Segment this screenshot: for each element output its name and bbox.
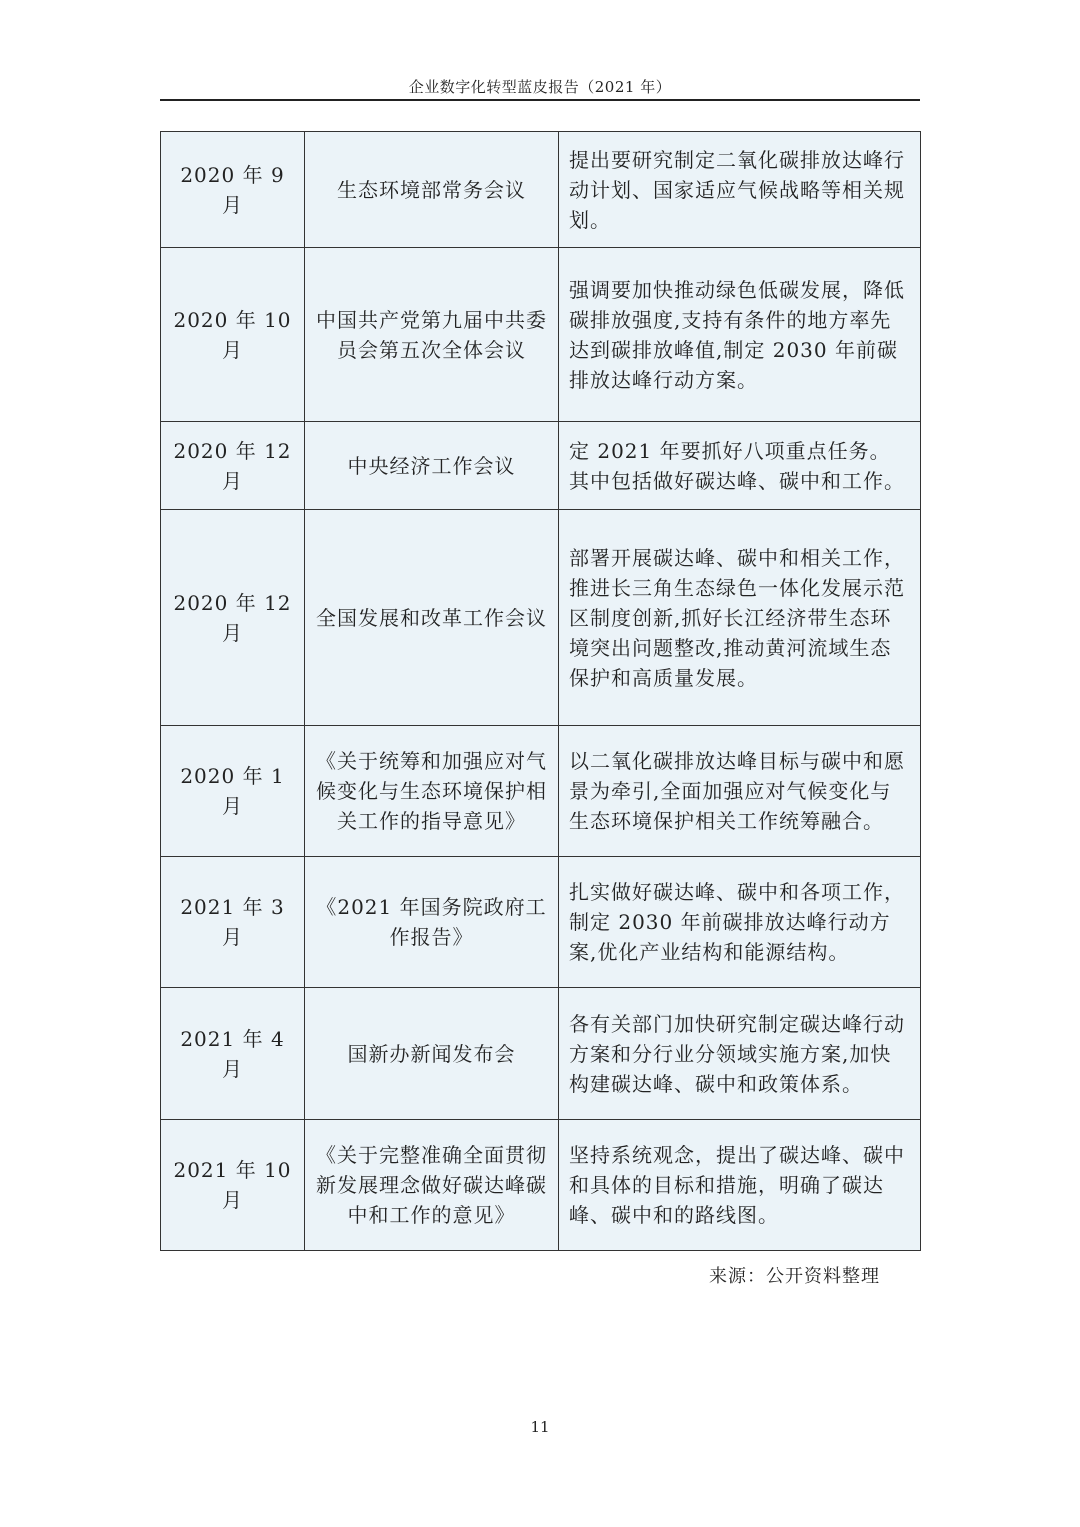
table-cell-date: 2020 年 1 月 — [161, 726, 305, 857]
table-cell-content: 扎实做好碳达峰、碳中和各项工作，制定 2030 年前碳排放达峰行动方案,优化产业结构和能源结构。 — [559, 857, 921, 988]
table-cell-event: 中国共产党第九届中共委员会第五次全体会议 — [305, 248, 559, 422]
table-cell-content: 以二氧化碳排放达峰目标与碳中和愿景为牵引,全面加强应对气候变化与生态环境保护相关工作统筹融合。 — [559, 726, 921, 857]
table-cell-event: 国新办新闻发布会 — [305, 988, 559, 1120]
table-cell-date: 2020 年 9 月 — [161, 132, 305, 248]
page-header-title: 企业数字化转型蓝皮报告（2021 年） — [408, 78, 672, 96]
table-cell-event: 全国发展和改革工作会议 — [305, 510, 559, 726]
table-row — [161, 248, 921, 422]
page-number: 11 — [530, 1418, 550, 1436]
table-cell-event: 《关于统筹和加强应对气候变化与生态环境保护相关工作的指导意见》 — [305, 726, 559, 857]
table-cell-date: 2020 年 10 月 — [161, 248, 305, 422]
table-cell-date: 2020 年 12 月 — [161, 422, 305, 510]
header-divider — [160, 99, 920, 101]
table-cell-content: 定 2021 年要抓好八项重点任务。其中包括做好碳达峰、碳中和工作。 — [559, 422, 921, 510]
table-row — [161, 422, 921, 510]
table-cell-event: 生态环境部常务会议 — [305, 132, 559, 248]
table-row — [161, 1120, 921, 1251]
table-cell-event: 《2021 年国务院政府工作报告》 — [305, 857, 559, 988]
table-cell-date: 2020 年 12 月 — [161, 510, 305, 726]
table-cell-date: 2021 年 3 月 — [161, 857, 305, 988]
source-note: 来源：公开资料整理 — [709, 1266, 880, 1287]
table-row — [161, 726, 921, 857]
table-cell-event: 《关于完整准确全面贯彻新发展理念做好碳达峰碳中和工作的意见》 — [305, 1120, 559, 1251]
table-cell-content: 部署开展碳达峰、碳中和相关工作，推进长三角生态绿色一体化发展示范区制度创新,抓好长江经济带生态环境突出问题整改,推动黄河流域生态保护和高质量发展。 — [559, 510, 921, 726]
table-row — [161, 988, 921, 1120]
table-cell-content: 强调要加快推动绿色低碳发展，降低碳排放强度,支持有条件的地方率先达到碳排放峰值,制定 2030 年前碳排放达峰行动方案。 — [559, 248, 921, 422]
table-cell-content: 坚持系统观念，提出了碳达峰、碳中和具体的目标和措施，明确了碳达峰、碳中和的路线图。 — [559, 1120, 921, 1251]
table-cell-date: 2021 年 10 月 — [161, 1120, 305, 1251]
table-cell-content: 各有关部门加快研究制定碳达峰行动方案和分行业分领域实施方案,加快构建碳达峰、碳中和政策体系。 — [559, 988, 921, 1120]
policy-table — [160, 131, 921, 1251]
table-cell-event: 中央经济工作会议 — [305, 422, 559, 510]
table-row — [161, 510, 921, 726]
table-row — [161, 132, 921, 248]
table-cell-content: 提出要研究制定二氧化碳排放达峰行动计划、国家适应气候战略等相关规划。 — [559, 132, 921, 248]
table-row — [161, 857, 921, 988]
table-cell-date: 2021 年 4 月 — [161, 988, 305, 1120]
